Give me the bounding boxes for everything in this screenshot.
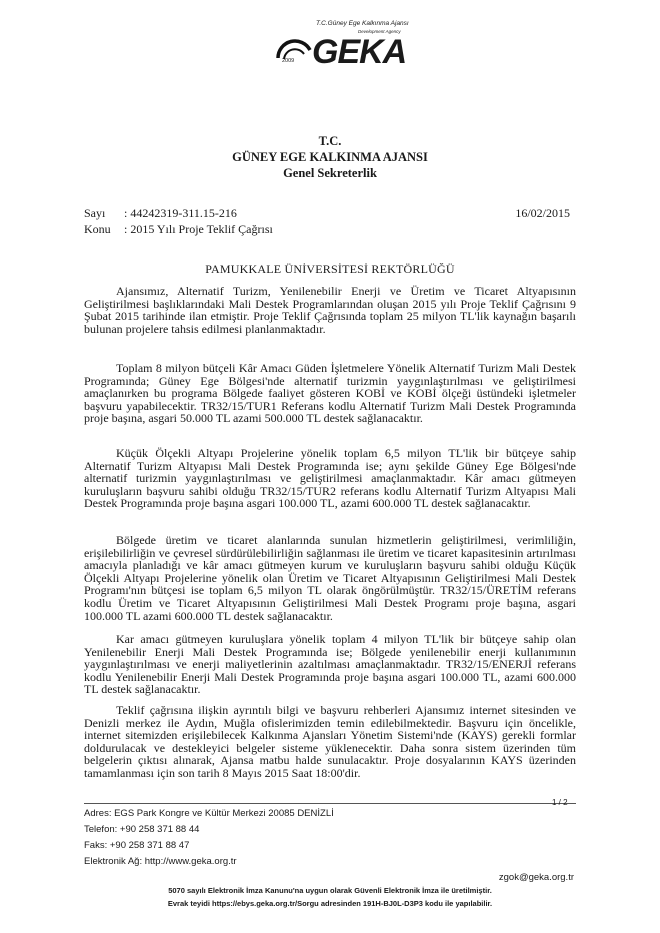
paragraph-2: Toplam 8 milyon bütçeli Kâr Amacı Güden İşletmelere Yönelik Alternatif Turizm Mali Destek Programında; Güney Ege Bölgesi'nde alternatif turizmin yaygınlaştırılması ve geliştirilmesi amaçlanırken bu programa Bölgede faaliyet gösteren KOBİ ve KOBİ ölçeği üstündeki işletmeler başvuru yapabilecektir. TR32/15/TUR1 Referans kodlu Alternatif Turizm Mali Destek Programında proje başına, asgari 50.000 TL azami 500.000 TL destek sağlanacaktır. — [84, 361, 576, 426]
footer-fax: Faks: +90 258 371 88 47 — [84, 840, 190, 851]
konu-label: Konu — [84, 222, 111, 236]
footer-divider — [84, 803, 576, 804]
header-agency-name: GÜNEY EGE KALKINMA AJANSI — [232, 150, 428, 164]
paragraph-6: Teklif çağrısına ilişkin ayrıntılı bilgi ve başvuru rehberleri Ajansımız internet sitesinden ve Denizli merkez ile Aydın, Muğla ofislerimizden temin edilebilmektedir. Başvuru için öncelikle, internet sitemizden erişilebilecek Kalkınma Ajansları Yönetim Sistemi'nde (KAYS) gerekli formlar doldurulacak ve destekleyici belgeler sisteme yüklenecektir. Daha sonra sistem üzerinden tüm belgelerin çıktısı alınarak, Ajansa matbu halde sunulacaktır. Proje dosyalarının KAYS üzerinden tamamlanması için son tarih 8 Mayıs 2015 Saat 18:00'dir. — [84, 703, 576, 780]
logo-subtag: Development Agency — [358, 29, 401, 34]
logo-tagline: T.C.Güney Ege Kalkınma Ajansı — [316, 20, 409, 27]
konu-value: : 2015 Yılı Proje Teklif Çağrısı — [124, 222, 273, 236]
paragraph-4: Bölgede üretim ve ticaret alanlarında sunulan hizmetlerin geliştirilmesi, verimliliğin, erişilebilirliğin ve çevresel sürdürülebilirliğin sağlanması ile üretim ve ticaret kapasitesinin artırılması amacıyla planladığı ve kâr amacı gütmeyen kurum ve kuruluşların başvuru sahibi olduğu Küçük Ölçekli Altyapı Projelerine yönelik olan Üretim ve Ticaret Altyapısının Geliştirilmesi Mali Destek Programı'nın bütçesi ise toplam 6,5 milyon TL olarak öngörülmüştür. TR32/15/ÜRETİM referans kodlu Üretim ve Ticaret Altyapısının Geliştirilmesi Mali Destek Programı proje başına, asgari 100.000 TL azami 600.000 TL destek sağlanacaktır. — [84, 533, 576, 623]
logo-year: 2009 — [282, 58, 295, 64]
header-department: Genel Sekreterlik — [283, 166, 377, 180]
konu-line — [84, 222, 273, 237]
footer-web-link[interactable]: Elektronik Ağ: http://www.geka.org.tr — [84, 856, 237, 867]
paragraph-5: Kar amacı gütmeyen kuruluşlara yönelik toplam 4 milyon TL'lik bir bütçeye sahip olan Yenilenebilir Enerji Mali Destek Programında ise; Bölgede yenilenebilir enerji kullanımının yaygınlaştırılması ve enerji maliyetlerinin azaltılması amaçlanmaktadır. TR32/15/ENERJİ referans kodlu Yenilenebilir Enerji Mali Destek Programında proje başına asgari 100.000 TL, azami 600.000 TL destek sağlanacaktır. — [84, 632, 576, 697]
sayi-value: : 44242319-311.15-216 — [124, 206, 237, 220]
footer-phone: Telefon: +90 258 371 88 44 — [84, 824, 200, 835]
sayi-line — [84, 206, 237, 221]
verification-note: Evrak teyidi https://ebys.geka.org.tr/Sorgu adresinden 191H-BJ0L-D3P3 kodu ile yapılabilir. — [167, 899, 493, 908]
geka-logo — [272, 20, 422, 72]
logo-wordmark: GEKA — [312, 33, 407, 71]
page-number: 1 / 2 — [552, 798, 568, 807]
logo-arc-icon — [274, 28, 314, 62]
document-date: 16/02/2015 — [515, 206, 570, 220]
header-line-1: T.C. — [318, 134, 342, 148]
footer-address: Adres: EGS Park Kongre ve Kültür Merkezi 20085 DENİZLİ — [84, 808, 334, 819]
paragraph-3: Küçük Ölçekli Altyapı Projelerine yönelik toplam 6,5 milyon TL'lik bir bütçeye sahip Alternatif Turizm Altyapısı Mali Destek Programında ise; aynı şekilde Güney Ege Bölgesi'nde alternatif turizmin yaygınlaştırılması ve geliştirilmesi amaçlanmaktadır. Kâr amacı gütmeyen kuruluşların başvuru sahibi olduğu TR32/15/TUR2 referans kodlu Alternatif Turizm Altyapısı Mali Destek Programında proje başına asgari 100.000 TL, azami 600.000 TL destek sağlanacaktır. — [84, 446, 576, 511]
recipient: PAMUKKALE ÜNİVERSİTESİ REKTÖRLÜĞÜ — [205, 262, 455, 276]
footer-email-link[interactable]: zgok@geka.org.tr — [498, 872, 574, 883]
sayi-label: Sayı — [84, 206, 106, 220]
e-signature-note: 5070 sayılı Elektronik İmza Kanunu'na uygun olarak Güvenli Elektronik İmza ile üretilmiştir. — [168, 886, 492, 895]
paragraph-1: Ajansımız, Alternatif Turizm, Yenilenebilir Enerji ve Üretim ve Ticaret Altyapısının Geliştirilmesi başlıklarındaki Mali Destek Programlarından oluşan 2015 yılı Proje Teklif Çağrısını 9 Şubat 2015 tarihinde ilan etmiştir. Proje Teklif Çağrısında toplam 25 milyon TL'lik kaynağın başarılı bulunan projelere tahsis edilmesi planlanmaktadır. — [84, 284, 576, 336]
